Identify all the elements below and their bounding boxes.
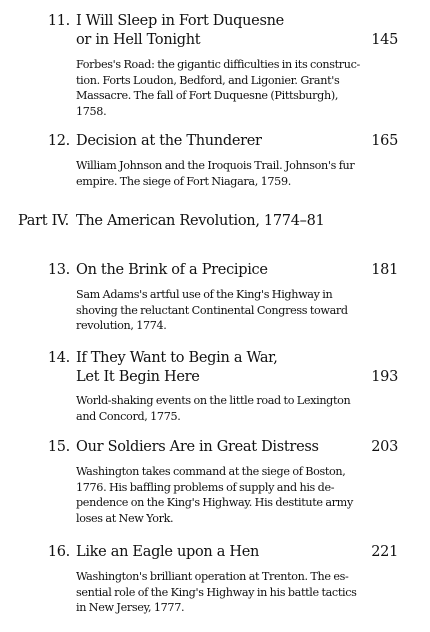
description-line: in New Jersey, 1777. bbox=[76, 601, 185, 615]
chapter-description bbox=[76, 158, 398, 189]
chapter-title-line-1: If They Want to Begin a War, bbox=[76, 350, 278, 366]
chapter-number: 11. bbox=[47, 13, 70, 29]
chapter-number: 13. bbox=[47, 262, 70, 278]
chapter-description bbox=[76, 287, 398, 334]
description-line: 1758. bbox=[76, 104, 107, 118]
description-line: loses at New York. bbox=[76, 511, 174, 525]
description-line: Washington takes command at the siege of Boston, bbox=[76, 465, 346, 478]
chapter-number: 14. bbox=[47, 350, 70, 366]
chapter-title-line-1: Our Soldiers Are in Great Distress bbox=[76, 439, 319, 455]
description-line: 1776. His baffling problems of supply and his de- bbox=[76, 480, 335, 494]
chapter-description bbox=[76, 569, 398, 616]
chapter-title-line-1: I Will Sleep in Fort Duquesne bbox=[76, 13, 284, 29]
description-line: William Johnson and the Iroquois Trail. Johnson's fur bbox=[76, 159, 355, 172]
description-line: tion. Forts Loudon, Bedford, and Ligonier. Grant's bbox=[76, 73, 340, 87]
description-line: World-shaking events on the little road to Lexington bbox=[76, 394, 351, 407]
chapter-number: 15. bbox=[47, 439, 70, 455]
chapter-title-line-2: or in Hell Tonight bbox=[76, 32, 201, 48]
chapter-number: 16. bbox=[47, 544, 70, 560]
chapter-page-number: 203 bbox=[371, 439, 398, 455]
description-line: and Concord, 1775. bbox=[76, 409, 181, 423]
description-line: revolution, 1774. bbox=[76, 319, 167, 333]
chapter-page-number: 181 bbox=[371, 262, 398, 278]
description-line: sential role of the King's Highway in his battle tactics bbox=[76, 585, 357, 599]
part-title: The American Revolution, 1774–81 bbox=[76, 213, 325, 229]
chapter-page-number: 165 bbox=[371, 133, 398, 149]
chapter-page-number: 145 bbox=[371, 32, 398, 48]
chapter-number: 12. bbox=[47, 133, 70, 149]
description-line: shoving the reluctant Continental Congress toward bbox=[76, 303, 348, 317]
description-line: Forbes's Road: the gigantic difficulties in its construc- bbox=[76, 58, 360, 71]
chapter-title-line-2: Let It Begin Here bbox=[76, 369, 200, 385]
chapter-title-line-1: Like an Eagle upon a Hen bbox=[76, 544, 260, 560]
chapter-description bbox=[76, 464, 398, 526]
description-line: pendence on the King's Highway. His destitute army bbox=[76, 496, 353, 510]
chapter-description bbox=[76, 393, 398, 424]
chapter-page-number: 193 bbox=[371, 369, 398, 385]
description-line: Massacre. The fall of Fort Duquesne (Pittsburgh), bbox=[76, 89, 339, 103]
description-line: Sam Adams's artful use of the King's Highway in bbox=[76, 288, 333, 301]
description-line: Washington's brilliant operation at Trenton. The es- bbox=[76, 570, 349, 583]
part-label: Part IV. bbox=[18, 213, 69, 229]
chapter-title-line-1: On the Brink of a Precipice bbox=[76, 262, 268, 278]
chapter-description bbox=[76, 57, 398, 119]
chapter-title-line-1: Decision at the Thunderer bbox=[76, 133, 262, 149]
description-line: empire. The siege of Fort Niagara, 1759. bbox=[76, 174, 291, 188]
chapter-page-number: 221 bbox=[371, 544, 398, 560]
